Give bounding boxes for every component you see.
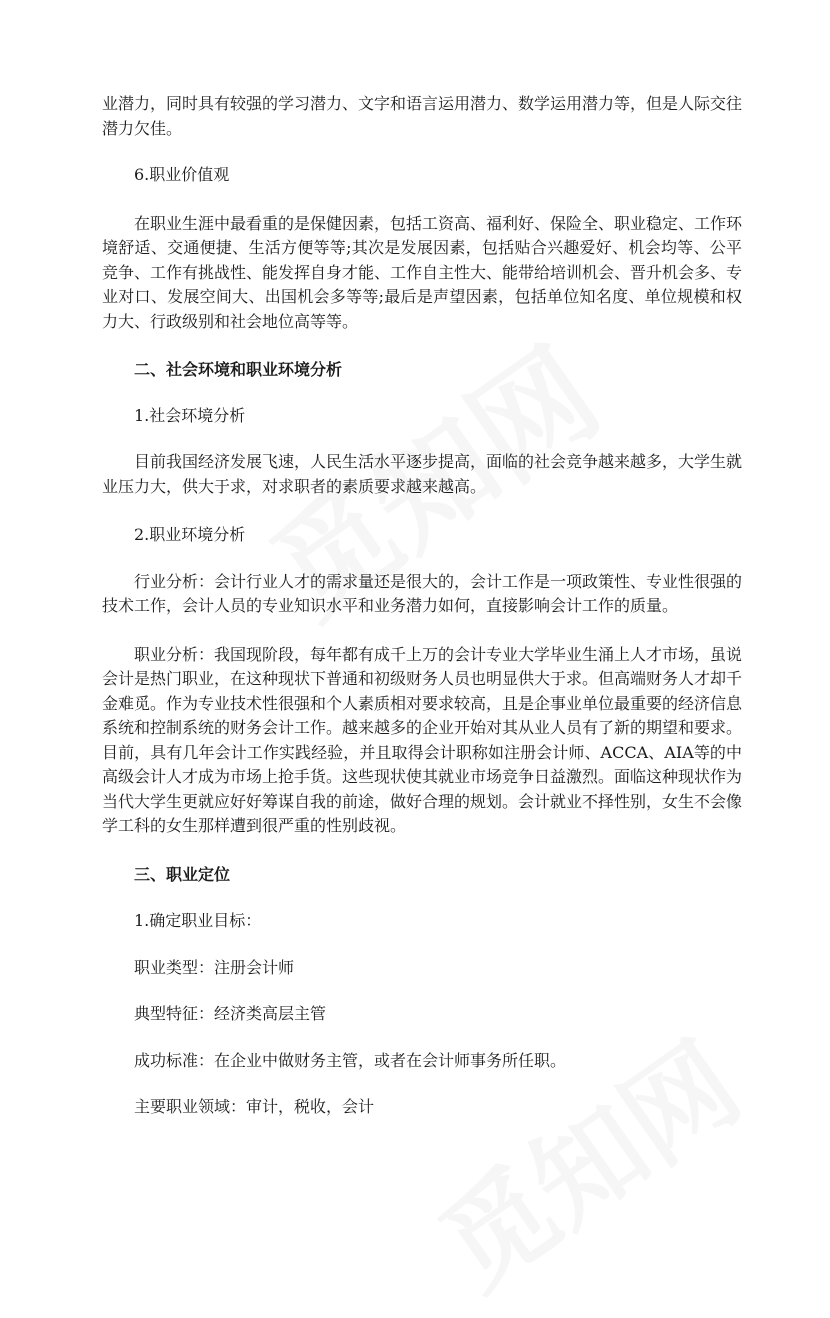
subheading-career-environment: 2.职业环境分析 [134, 525, 246, 544]
subheading-career-goal: 1.确定职业目标： [134, 911, 262, 930]
section-heading-environment: 二、社会环境和职业环境分析 [134, 360, 343, 379]
line-success-criteria: 成功标准：在企业中做财务主管，或者在会计师事务所任职。 [134, 1050, 567, 1070]
document-page [102, 92, 742, 1120]
subheading-career-values: 6.职业价值观 [134, 165, 230, 184]
paragraph-career-analysis: 职业分析：我国现阶段，每年都有成千上万的会计专业大学毕业生涌上人才市场，虽说会计是热门职业，在这种现状下普通和初级财务人员也明显供大于求。但高端财务人才却千金难觅。作为专业技术性很强和个人素质相对要求较高，且是企事业单位最重要的经济信息系统和控制系统的财务会计工作。越来越多的企业开始对其从业人员有了新的期望和要求。目前，具有几年会计工作实践经验，并且取得会计职称如注册会计师、ACCA、AIA等的中高级会计人才成为市场上抢手货。这些现状使其就业市场竞争日益激烈。面临这种现状作为当代大学生更就应好好筹谋自我的前途，做好合理的规划。会计就业不择性别，女生不会像学工科的女生那样遭到很严重的性别歧视。 [102, 644, 743, 835]
paragraph-social-environment: 目前我国经济发展飞速，人民生活水平逐步提高，面临的社会竞争越来越多，大学生就业压力大，供大于求，对求职者的素质要求越来越高。 [102, 452, 743, 496]
paragraph-industry-analysis: 行业分析：会计行业人才的需求量还是很大的，会计工作是一项政策性、专业性很强的技术工作，会计人员的专业知识水平和业务潜力如何，直接影响会计工作的质量。 [102, 571, 743, 615]
line-main-fields: 主要职业领域：审计，税收，会计 [134, 1097, 375, 1116]
line-career-type: 职业类型：注册会计师 [134, 957, 295, 977]
paragraph-career-values: 在职业生涯中最看重的是保健因素，包括工资高、福利好、保险全、职业稳定、工作环境舒适、交通便捷、生活方便等等;其次是发展因素，包括贴合兴趣爱好、机会均等、公平竞争、工作有挑战性、能发挥自身才能、工作自主性大、能带给培训机会、晋升机会多、专业对口、发展空间大、出国机会多等等;最后是声望因素，包括单位知名度、单位规模和权力大、行政级别和社会地位高等等。 [102, 213, 743, 331]
line-typical-features: 典型特征：经济类高层主管 [134, 1004, 327, 1023]
subheading-social-environment: 1.社会环境分析 [134, 405, 246, 425]
section-heading-positioning: 三、职业定位 [134, 864, 231, 884]
paragraph-continuation: 业潜力，同时具有较强的学习潜力、文字和语言运用潜力、数学运用潜力等，但是人际交往潜力欠佳。 [102, 94, 743, 138]
